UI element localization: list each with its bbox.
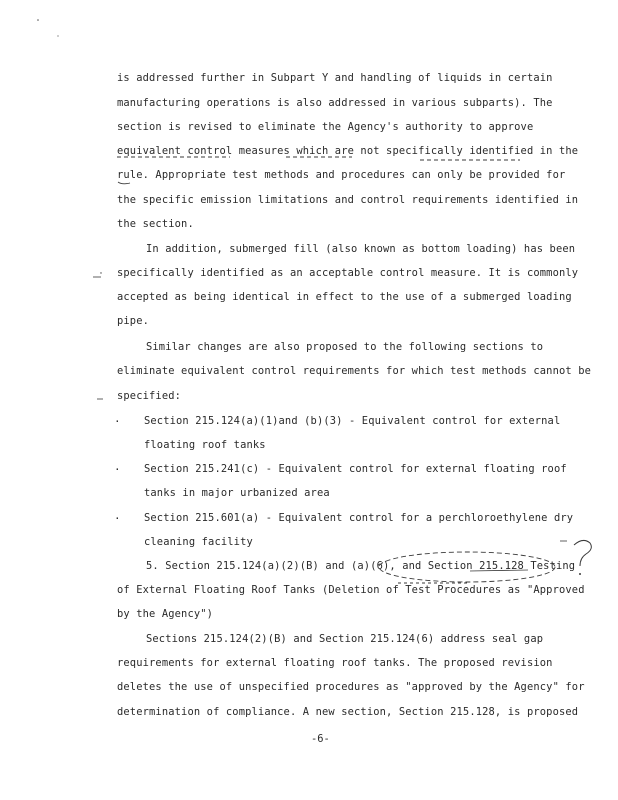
paragraph-1-line: manufacturing operations is also addressed in various subparts). The [117,97,553,109]
section-5-heading-line: by the Agency") [117,608,214,620]
bullet-mark: . [114,460,121,473]
paragraph-1-line: the specific emission limitations and control requirements identified in [117,194,579,206]
section-5-heading-line: of External Floating Roof Tanks (Deletion of Test Procedures as "Approved [117,584,585,596]
bullet-mark: . [114,509,121,522]
scan-speck [57,35,58,36]
paragraph-1-line: is addressed further in Subpart Y and handling of liquids in certain [117,72,553,84]
bullet-item-line: cleaning facility [144,536,253,548]
question-mark-icon [574,540,591,566]
bullet-item-line: Section 215.241(c) - Equivalent control for external floating roof [144,463,567,475]
bullet-item-line: tanks in major urbanized area [144,487,330,499]
paragraph-2-line: specifically identified as an acceptable control measure. It is commonly [117,267,579,279]
bullet-item-line: floating roof tanks [144,439,266,451]
scan-speck [37,19,39,21]
paragraph-3-line: specified: [117,390,182,402]
paragraph-4-line: deletes the use of unspecified procedures as "approved by the Agency" for [117,681,585,693]
paragraph-3-line: eliminate equivalent control requirements for which test methods cannot be [117,365,592,377]
section-5-heading-line: 5. Section 215.124(a)(2)(B) and (a)(6), and Section 215.128 Testing [146,560,576,572]
paragraph-1-line: the section. [117,218,194,230]
paragraph-2-line: In addition, submerged fill (also known as bottom loading) has been [146,243,576,255]
paragraph-3-line: Similar changes are also proposed to the following sections to [146,341,544,353]
bullet-item-line: Section 215.124(a)(1)and (b)(3) - Equivalent control for external [144,415,561,427]
bullet-item-line: Section 215.601(a) - Equivalent control for a perchloroethylene dry [144,512,574,524]
question-mark-dot [579,573,581,575]
paragraph-1-line: rule. Appropriate test methods and procedures can only be provided for [117,169,566,181]
paragraph-4-line: Sections 215.124(2)(B) and Section 215.124(6) address seal gap [146,633,544,645]
pencil-tick [118,182,130,184]
paragraph-1-line: equivalent control measures which are not specifically identified in the [117,145,579,157]
paragraph-2-line: pipe. [117,315,150,327]
paragraph-1-line: section is revised to eliminate the Agency's authority to approve [117,121,534,133]
bullet-mark: . [114,412,121,425]
page-number: -6- [311,733,330,745]
margin-dot [100,272,101,273]
paragraph-2-line: accepted as being identical in effect to the use of a submerged loading [117,291,572,303]
paragraph-4-line: determination of compliance. A new section, Section 215.128, is proposed [117,706,579,718]
paragraph-4-line: requirements for external floating roof tanks. The proposed revision [117,657,553,669]
